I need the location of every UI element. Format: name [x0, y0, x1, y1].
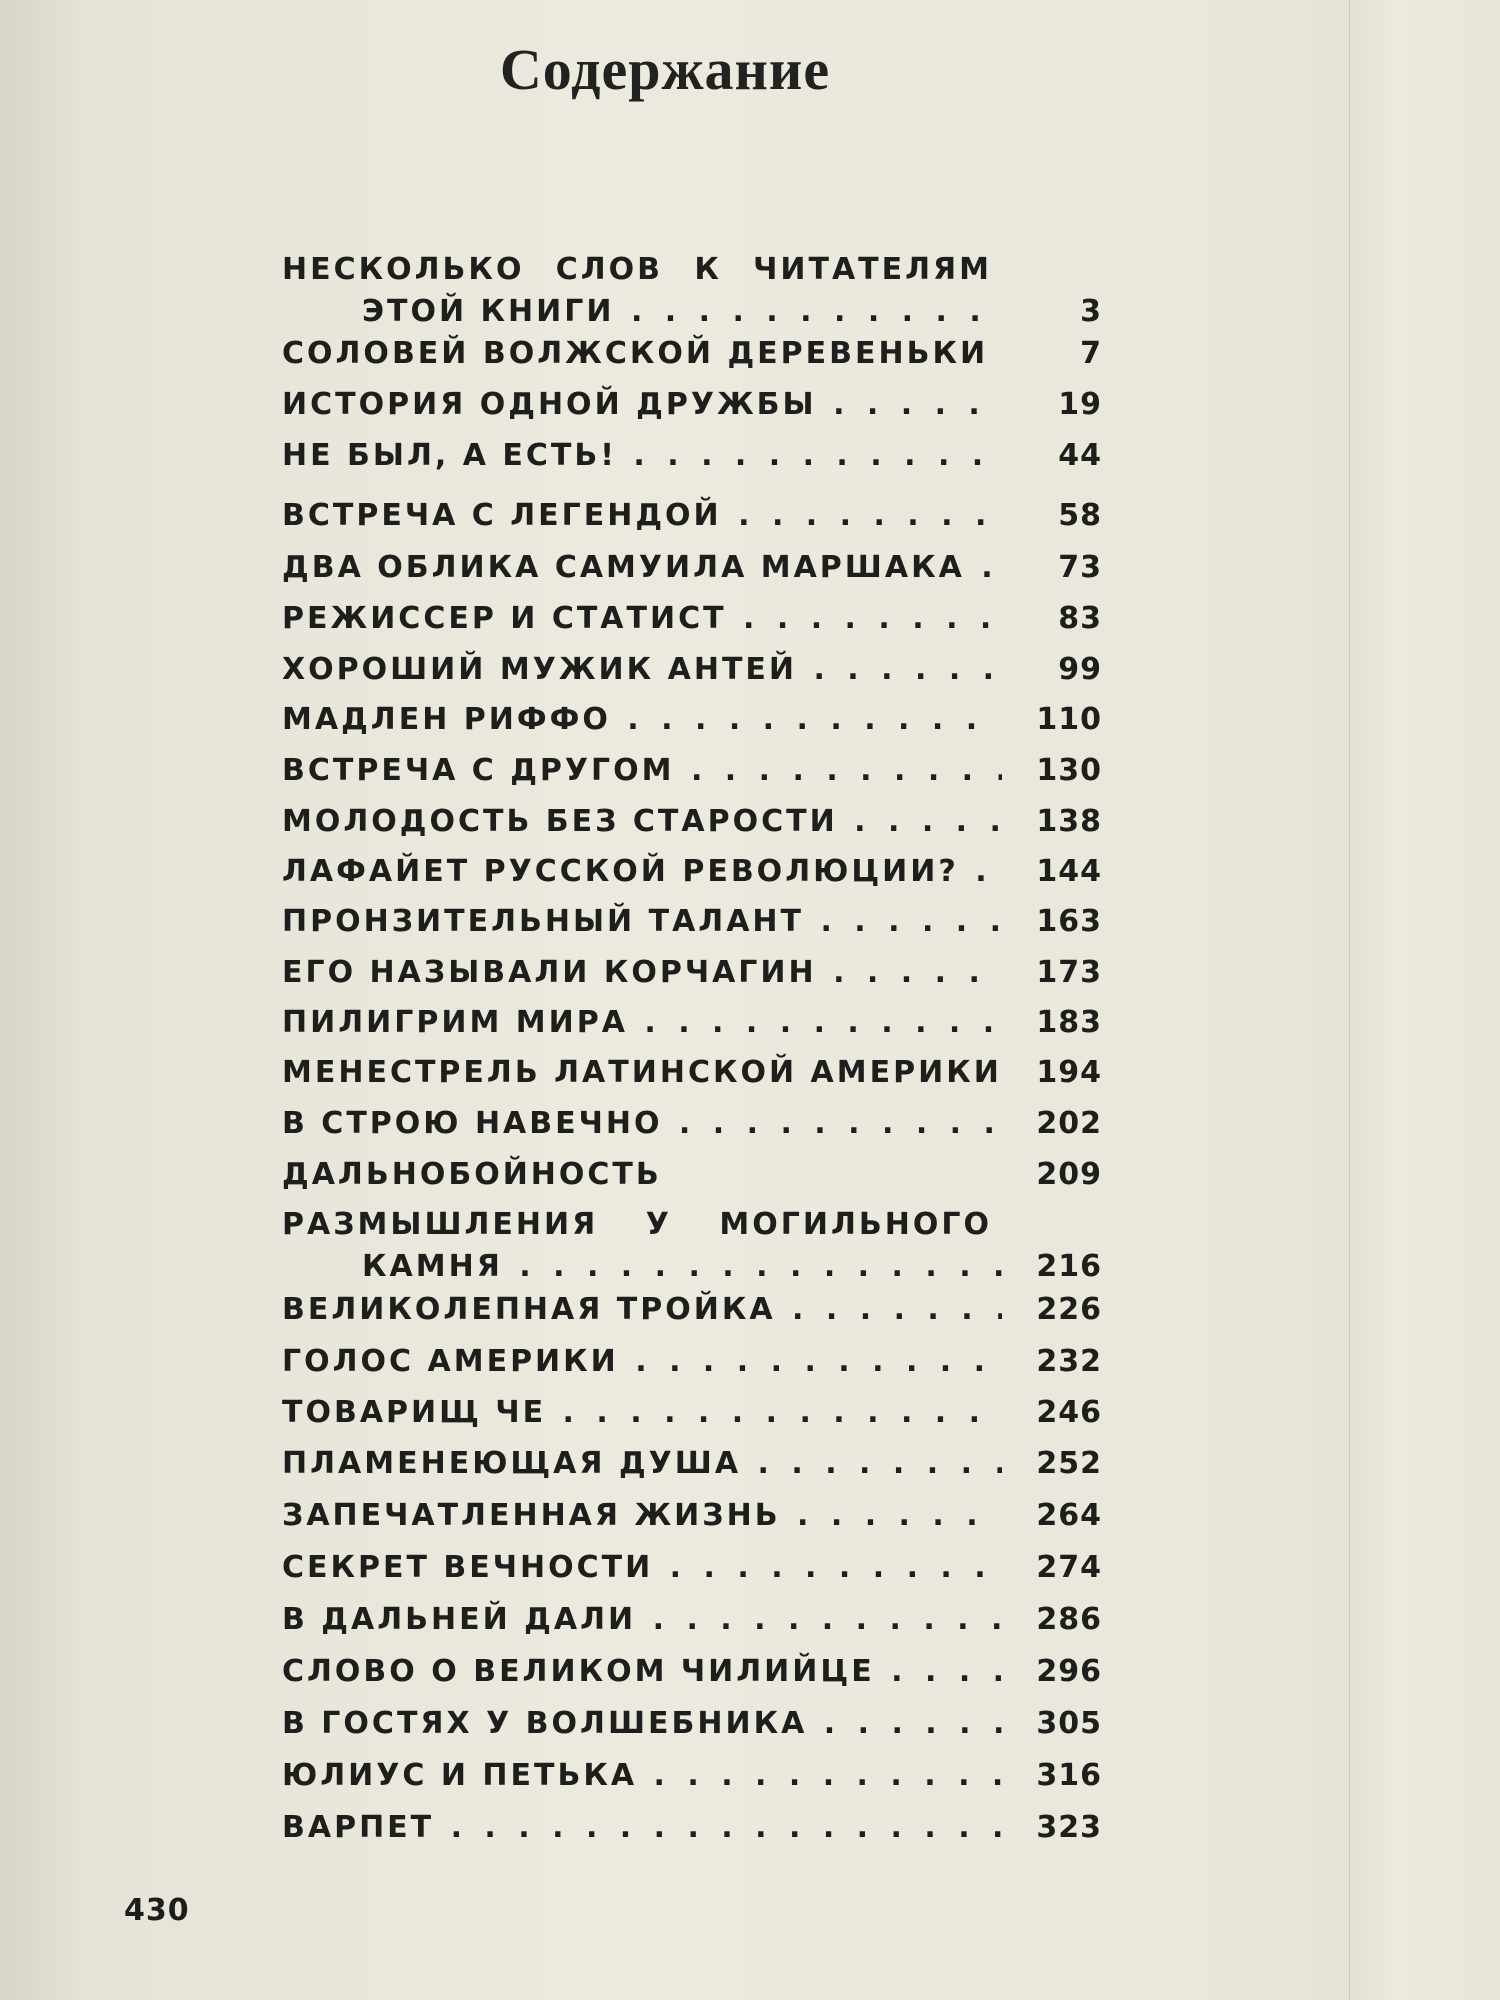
toc-entry: [282, 1600, 1102, 1640]
toc-entry-title: ХОРОШИЙ МУЖИК АНТЕЙ . . .: [282, 650, 1002, 690]
toc-entry: [282, 852, 1102, 892]
toc-entry-title-line2: КАМНЯ . . .: [362, 1247, 1002, 1287]
toc-entry-page: 3: [1080, 294, 1102, 329]
toc-entry: [282, 1808, 1102, 1848]
toc-entry-title: ВСТРЕЧА С ЛЕГЕНДОЙ . . .: [282, 496, 1002, 536]
toc-entry-page: 305: [1036, 1706, 1102, 1741]
toc-entry-title: ЮЛИУС И ПЕТЬКА . . .: [282, 1756, 1002, 1796]
toc-entry-title-line1: РАЗМЫШЛЕНИЯ У МОГИЛЬНОГО: [282, 1207, 992, 1242]
toc-entry-title: В СТРОЮ НАВЕЧНО . . .: [282, 1104, 1002, 1144]
toc-entry: [282, 385, 1102, 425]
toc-entry-title: МАДЛЕН РИФФО . . .: [282, 700, 1002, 740]
toc-entry-page: 252: [1036, 1446, 1102, 1481]
toc-entry-page: 99: [1058, 652, 1102, 687]
toc-entry-page: 323: [1036, 1810, 1102, 1845]
toc-entry-title: ИСТОРИЯ ОДНОЙ ДРУЖБЫ . . .: [282, 385, 1002, 425]
toc-entry-page: 19: [1058, 387, 1102, 422]
toc-entry-page: 144: [1036, 854, 1102, 889]
toc-entry: [282, 1704, 1102, 1744]
toc-entry-page: 110: [1036, 702, 1102, 737]
toc-entry-title: ГОЛОС АМЕРИКИ . . .: [282, 1342, 1002, 1382]
toc-entry-page: 58: [1058, 498, 1102, 533]
toc-entry-title: ПИЛИГРИМ МИРА . . .: [282, 1003, 1002, 1043]
toc-entry: [282, 1053, 1102, 1093]
toc-entry: [282, 1496, 1102, 1536]
toc-entry-title: ВЕЛИКОЛЕПНАЯ ТРОЙКА . . .: [282, 1290, 1002, 1330]
toc-entry-title: МОЛОДОСТЬ БЕЗ СТАРОСТИ . . .: [282, 802, 1002, 842]
toc-entry: [282, 599, 1102, 639]
toc-entry-title: ДВА ОБЛИКА САМУИЛА МАРШАКА . . .: [282, 548, 1002, 588]
toc-entry-title: ДАЛЬНОБОЙНОСТЬ: [282, 1157, 662, 1192]
toc-entry-title-line2: ЭТОЙ КНИГИ . . .: [362, 292, 1002, 332]
toc-entry-title: МЕНЕСТРЕЛЬ ЛАТИНСКОЙ АМЕРИКИ: [282, 1055, 1002, 1090]
toc-entry-title: СОЛОВЕЙ ВОЛЖСКОЙ ДЕРЕВЕНЬКИ . . .: [282, 334, 1002, 374]
toc-entry: [282, 1003, 1102, 1043]
toc-entry: [282, 1205, 1102, 1287]
toc-entry-title: В ДАЛЬНЕЙ ДАЛИ . . .: [282, 1600, 1002, 1640]
toc-entry-page: 316: [1036, 1758, 1102, 1793]
toc-entry: [282, 700, 1102, 740]
toc-entry: [282, 1548, 1102, 1588]
toc-entry-page: 296: [1036, 1654, 1102, 1689]
toc-entry-title: РЕЖИССЕР И СТАТИСТ . . .: [282, 599, 1002, 639]
toc-entry-page: 202: [1036, 1106, 1102, 1141]
toc-entry-title: ТОВАРИЩ ЧЕ . . .: [282, 1393, 1002, 1433]
toc-entry: [282, 1652, 1102, 1692]
toc-entry-title: ПРОНЗИТЕЛЬНЫЙ ТАЛАНТ . . .: [282, 902, 1002, 942]
toc-entry: [282, 953, 1102, 993]
toc-entry: [282, 1155, 1102, 1195]
adjacent-page-edge: [1349, 0, 1500, 2000]
toc-entry: [282, 436, 1102, 476]
toc-entry-page: 264: [1036, 1498, 1102, 1533]
toc-entry-page: 183: [1036, 1005, 1102, 1040]
page-title: Содержание: [499, 37, 831, 102]
toc-entry: [282, 1444, 1102, 1484]
toc-entry-page: 216: [1036, 1249, 1102, 1284]
toc-entry-page: 226: [1036, 1292, 1102, 1327]
toc-entry-title: В ГОСТЯХ У ВОЛШЕБНИКА . . .: [282, 1704, 1002, 1744]
toc-entry-page: 73: [1058, 550, 1102, 585]
toc-entry-title: ВАРПЕТ . . .: [282, 1808, 1002, 1848]
toc-entry-page: 130: [1036, 753, 1102, 788]
toc-entry: [282, 334, 1102, 374]
toc-entry-title: СЛОВО О ВЕЛИКОМ ЧИЛИЙЦЕ . . .: [282, 1652, 1002, 1692]
toc-entry-page: 194: [1036, 1055, 1102, 1090]
toc-entry: [282, 802, 1102, 842]
toc-entry-title: ПЛАМЕНЕЮЩАЯ ДУША . . .: [282, 1444, 1002, 1484]
toc-entry-title: ЗАПЕЧАТЛЕННАЯ ЖИЗНЬ . . .: [282, 1496, 1002, 1536]
toc-entry: [282, 1756, 1102, 1796]
toc-entry-page: 209: [1036, 1157, 1102, 1192]
toc-entry-page: 286: [1036, 1602, 1102, 1637]
toc-entry-page: 83: [1058, 601, 1102, 636]
toc-entry: [282, 1104, 1102, 1144]
toc-entry: [282, 1393, 1102, 1433]
toc-entry: [282, 751, 1102, 791]
page-number: 430: [124, 1893, 190, 1928]
toc-entry: [282, 250, 1102, 332]
toc-entry: [282, 1290, 1102, 1330]
toc-entry-page: 232: [1036, 1344, 1102, 1379]
toc-entry-title: ЛАФАЙЕТ РУССКОЙ РЕВОЛЮЦИИ? . . .: [282, 852, 1002, 892]
toc-entry-page: 44: [1058, 438, 1102, 473]
toc-entry-page: 246: [1036, 1395, 1102, 1430]
toc-entry-page: 163: [1036, 904, 1102, 939]
toc-entry-page: 7: [1080, 336, 1102, 371]
toc-entry-title: ВСТРЕЧА С ДРУГОМ . . .: [282, 751, 1002, 791]
toc-entry: [282, 650, 1102, 690]
toc-entry-title: ЕГО НАЗЫВАЛИ КОРЧАГИН . . .: [282, 953, 1002, 993]
toc-entry-title: НЕ БЫЛ, А ЕСТЬ! . . .: [282, 436, 1002, 476]
toc-entry-title-line1: НЕСКОЛЬКО СЛОВ К ЧИТАТЕЛЯМ: [282, 252, 992, 287]
toc-entry-page: 274: [1036, 1550, 1102, 1585]
toc-entry-page: 173: [1036, 955, 1102, 990]
toc-entry: [282, 1342, 1102, 1382]
toc-entry-title: СЕКРЕТ ВЕЧНОСТИ . . .: [282, 1548, 1002, 1588]
toc-entry: [282, 902, 1102, 942]
toc-entry-page: 138: [1036, 804, 1102, 839]
toc-entry: [282, 548, 1102, 588]
toc-entry: [282, 496, 1102, 536]
